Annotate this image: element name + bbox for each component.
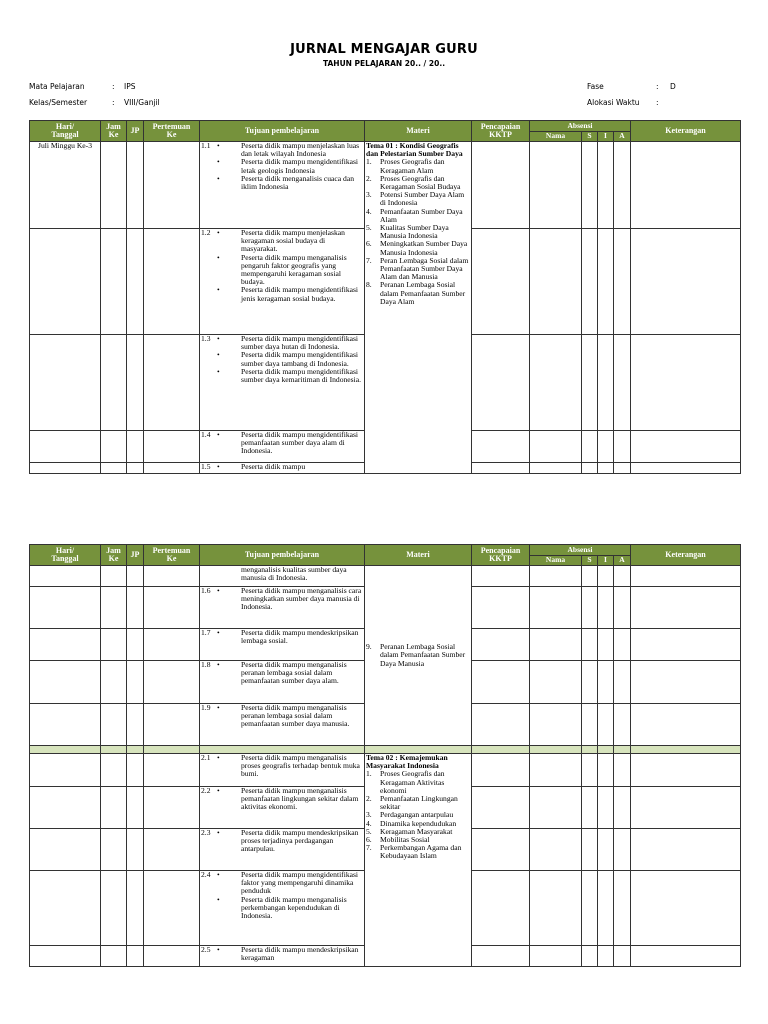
alokasi-label: Alokasi Waktu bbox=[587, 98, 640, 107]
header-materi: Materi bbox=[365, 545, 472, 566]
header-materi: Materi bbox=[365, 121, 472, 142]
mapel-colon: : bbox=[112, 82, 115, 91]
header-keterangan: Keterangan bbox=[631, 121, 741, 142]
header-absensi: Absensi bbox=[530, 121, 631, 132]
materi-cell: 9. Peranan Lembaga Sosial dalam Pemanfaatan Sumber Daya Manusia bbox=[365, 566, 472, 746]
mapel-label: Mata Pelajaran bbox=[29, 82, 85, 91]
tujuan-cell: 1.6 • Peserta didik mampu menganalisis cara meningkatkan sumber daya manusia di Indonesia. bbox=[200, 587, 365, 629]
header-i: I bbox=[598, 132, 614, 142]
page-subtitle: TAHUN PELAJARAN 20.. / 20.. bbox=[322, 59, 446, 68]
kelas-colon: : bbox=[112, 98, 115, 107]
tujuan-cell: 2.5 • Peserta didik mampu mendeskripsikan keragaman bbox=[200, 946, 365, 967]
header-pertemuan: Pertemuan Ke bbox=[144, 121, 200, 142]
header-jam: Jam Ke bbox=[101, 121, 127, 142]
alokasi-colon: : bbox=[656, 98, 659, 107]
journal-table-2 bbox=[29, 544, 741, 967]
header-tujuan: Tujuan pembelajaran bbox=[200, 545, 365, 566]
header-kktp: Pencapaian KKTP bbox=[472, 121, 530, 142]
header-hari: Hari/ Tanggal bbox=[30, 545, 101, 566]
tujuan-cell: 1.1 • Peserta didik mampu menjelaskan luas dan letak wilayah Indonesia • Peserta didik mampu mengidentifikasi letak geologis Indonesia • Peserta didik menganalisis cuaca dan iklim Indonesia bbox=[200, 142, 365, 229]
tujuan-cell: 1.5 • Peserta didik mampu bbox=[200, 463, 365, 474]
tujuan-cell: 1.9 • Peserta didik mampu menganalisis peranan lembaga sosial dalam pemanfaatan sumber daya manusia. bbox=[200, 704, 365, 746]
header-tujuan: Tujuan pembelajaran bbox=[200, 121, 365, 142]
fase-label: Fase bbox=[587, 82, 604, 91]
tujuan-cell: 1.2 • Peserta didik mampu menjelaskan keragaman sosial budaya di masyarakat. • Peserta didik mampu menganalisis pengaruh faktor geografis yang mempengaruhi keragaman sosial budaya. • Peserta didik mampu mengidentifikasi jenis keragaman sosial budaya. bbox=[200, 229, 365, 335]
journal-table-1 bbox=[29, 120, 741, 474]
header-i: I bbox=[598, 556, 614, 566]
fase-colon: : bbox=[656, 82, 659, 91]
header-hari: Hari/ Tanggal bbox=[30, 121, 101, 142]
header-kktp: Pencapaian KKTP bbox=[472, 545, 530, 566]
tujuan-cell: 1.8 • Peserta didik mampu menganalisis peranan lembaga sosial dalam pemanfaatan sumber daya alam. bbox=[200, 661, 365, 704]
header-s: S bbox=[582, 132, 598, 142]
tujuan-cell: 1.3 • Peserta didik mampu mengidentifikasi sumber daya hutan di Indonesia. • Peserta didik mampu mengidentifikasi sumber daya tambang di Indonesia. • Peserta didik mampu mengidentifikasi sumber daya kemaritiman di Indonesia. bbox=[200, 335, 365, 431]
header-jp: JP bbox=[127, 545, 144, 566]
mapel-value: IPS bbox=[124, 82, 136, 91]
header-a: A bbox=[614, 132, 631, 142]
header-s: S bbox=[582, 556, 598, 566]
materi-cell: Tema 01 : Kondisi Geografis dan Pelestarian Sumber Daya 1. Proses Geografis dan Keragaman Alam 2. Proses Geografis dan Keragaman Sosial Budaya 3. Potensi Sumber Daya Alam di Indonesia 4. Pemanfaatan Sumber Daya Alam 5. Kualitas Sumber Daya Manusia Indonesia 6. Meningkatkan Sumber Daya Manusia Indonesia 7. Peran Lembaga Sosial dalam Pemanfaatan Sumber Daya Alam dan Manusia 8. Peranan Lembaga Sosial dalam Pemanfaatan Sumber Daya Alam bbox=[365, 142, 472, 474]
hari-cell: Juli Minggu Ke-3 bbox=[30, 142, 101, 229]
header-a: A bbox=[614, 556, 631, 566]
header-nama: Nama bbox=[530, 132, 582, 142]
kelas-value: VIII/Ganjil bbox=[124, 98, 160, 107]
tujuan-cell: 2.4 • Peserta didik mampu mengidentifikasi faktor yang mempengaruhi dinamika penduduk • Peserta didik mampu menganalisis perkembangan kependudukan di Indonesia. bbox=[200, 871, 365, 946]
materi-cell-2: Tema 02 : Kemajemukan Masyarakat Indonesia 1. Proses Geografis dan Keragaman Aktivitas ekonomi 2. Pemanfaatan Lingkungan sekitar 3. Perdagangan antarpulau 4. Dinamika kependudukan 5. Keragaman Masyarakat 6. Mobilitas Sosial 7. Perkembangan Agama dan Kebudayaan Islam bbox=[365, 754, 472, 967]
header-nama: Nama bbox=[530, 556, 582, 566]
tujuan-cell: menganalisis kualitas sumber daya manusia di Indonesia. bbox=[200, 566, 365, 587]
tujuan-cell: 2.2 • Peserta didik mampu menganalisis pemanfaatan lingkungan sekitar dalam aktivitas ekonomi. bbox=[200, 787, 365, 829]
header-jp: JP bbox=[127, 121, 144, 142]
tujuan-cell: 2.3 • Peserta didik mampu mendeskripsikan proses terjadinya perdagangan antarpulau. bbox=[200, 829, 365, 871]
tujuan-cell: 1.7 • Peserta didik mampu mendeskripsikan lembaga sosial. bbox=[200, 629, 365, 661]
fase-value: D bbox=[670, 82, 676, 91]
tujuan-cell: 2.1 • Peserta didik mampu menganalisis proses geografis terhadap bentuk muka bumi. bbox=[200, 754, 365, 787]
header-keterangan: Keterangan bbox=[631, 545, 741, 566]
header-pertemuan: Pertemuan Ke bbox=[144, 545, 200, 566]
page-title: JURNAL MENGAJAR GURU bbox=[290, 42, 478, 57]
tujuan-cell: 1.4 • Peserta didik mampu mengidentifikasi pemanfaatan sumber daya alam di Indonesia. bbox=[200, 431, 365, 463]
section-separator bbox=[30, 746, 741, 754]
header-absensi: Absensi bbox=[530, 545, 631, 556]
kelas-label: Kelas/Semester bbox=[29, 98, 88, 107]
header-jam: Jam Ke bbox=[101, 545, 127, 566]
